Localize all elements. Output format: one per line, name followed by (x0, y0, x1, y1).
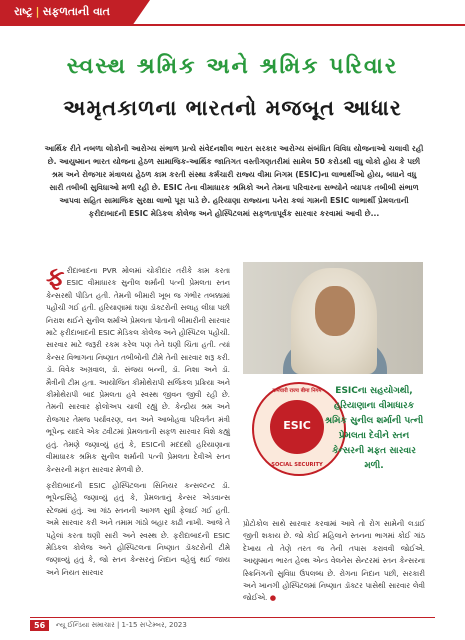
esic-logo-text: ESIC (283, 419, 311, 432)
esic-logo-ring-bottom: SOCIAL SECURITY (271, 462, 323, 468)
separator: | (35, 5, 40, 18)
publication-info: ન્યૂ ઈન્ડિયા સમાચાર | 1-15 સપ્ટેમ્બર, 2023 (56, 621, 187, 629)
end-mark: ● (269, 593, 277, 603)
section-label (14, 5, 110, 19)
header-divider (0, 24, 465, 26)
subsection-name: સફળતાની વાત (42, 5, 110, 18)
drop-cap: ફ (46, 262, 65, 292)
beneficiary-photo (243, 262, 423, 374)
esic-logo-ring-top: कर्मचारी राज्य बीमा निगम (272, 388, 322, 394)
headline-secondary: અમૃતકાળના ભારતનો મજબૂત આધાર (63, 96, 402, 120)
intro-paragraph: આર્થિક રીતે નબળા લોકોની આરોગ્ય સંભાળ પ્રત્યે સંવેદનશીલ ભારત સરકાર આરોગ્ય સંબંધિત વિવિધ યોજનાઓ ચલાવી રહી છે. આયુષ્માન ભારત યોજના હેઠળ સામાજિક-આર્થિક જાતિગત વસ્તીગણતરીમાં સામેલ 50 કરોડથી વધુ લોકો હોય કે પછી શ્રમ અને રોજગાર મંત્રાલય હેઠળ કામ કરતી સંસ્થા કર્મચારી રાજ્ય વીમા નિગમ (ESIC)ના લાભાર્થીઓ હોય, બધાને વધુ સારી તબીબી સુવિધાઓ મળી રહી છે. ESIC તેના વીમાધારક શ્રમિકો અને તેમના પરિવારના સભ્યોને વ્યાપક તબીબી સંભાળ આપવા સહિત સામાજિક સુરક્ષા લાભો પૂરા પાડે છે. હરિયાણા રાજ્યના પનેરા કલાં ગામની ESIC લાભાર્થી પ્રેમલતાની ફરીદાબાદની ESIC મેડિકલ કોલેજ અને હોસ્પિટલમાં સફળતાપૂર્વક સારવાર કરવામાં આવી છે... (44, 144, 424, 218)
headline-primary: સ્વસ્થ શ્રમિક અને શ્રમિક પરિવાર (66, 54, 399, 79)
photo-caption: ESICના સહયોગથી, હરિયાણાના વીમાધારક શ્રમિક સુનીલ શર્માની પત્ની પ્રેમલતા દેવીને સ્તન કેન્સરની મફત સારવાર મળી. (324, 386, 424, 471)
section-header (0, 0, 465, 26)
right-column-text: પ્રોટોકોલ સાથે સારવાર કરવામાં આવે તો રોગ સામેની લડાઈ જીતી શકાય છે. જો કોઈ મહિલાને સ્તનના ભાગમાં કોઈ ગાંઠ દેખાય તો તેણે તરત જ તેની તપાસ કરાવવી જોઈએ. આયુષ્માન ભારત હેલ્થ એન્ડ વેલનેસ સેન્ટરમાં સ્તન કેન્સરના સ્ક્રિનિંગની સુવિધા ઉપલબ્ધ છે. રોગના નિદાન પછી, સરકારી અને ખાનગી હોસ્પિટલમાં નિષ્ણાત ડૉક્ટર પાસેથી સારવાર લેવી જોઈએ. (243, 519, 425, 603)
article-left-column (46, 262, 230, 583)
page-number: 56 (30, 620, 49, 631)
section-name: રાષ્ટ્ર (14, 5, 33, 18)
article-right-column (243, 518, 425, 605)
footer-divider (30, 617, 435, 618)
paragraph-2: ફરીદાબાદની ESIC હોસ્પિટલના સિનિયર કન્સલ્ટન્ટ ડૉ. ભૂપેન્દ્રસિંહે જણાવ્યું હતું કે, પ્રેમલતાનું કેન્સર એડવાન્સ સ્ટેજમાં હતું. આ ગાંઠ સ્તનની આગળ સુધી ફેલાઈ ગઈ હતી. અમે સારવાર કરી અને તમામ ગાંઠો બહાર કાઢી નાખી. આજે તે પહેલાં કરતા ઘણી સારી અને સ્વસ્થ છે. ફરીદાબાદની ESIC મેડિકલ કોલેજ અને હોસ્પિટલના નિષ્ણાત ડૉક્ટરોની ટીમે જણાવ્યું હતું કે, જો સ્તન કેન્સરનું નિદાન વહેલું થઈ જાય અને નિયત સારવાર (46, 480, 230, 577)
paragraph-1-text: રીદાબાદના PVR મોલમાં ચોકીદાર તરીકે કામ કરતા ESIC વીમાધારક સુનીલ શર્માની પત્ની પ્રેમલતા સ્તન કેન્સરથી પીડિત હતી. તેમની બીમારી ખૂબ જ ગંભીર તબક્કામાં પહોંચી ગઈ હતી. હરિયાણામાં ઘણા ડૉક્ટરોની સલાહ લીધા પછી નિરાશ થઈને સુનીલ શર્માએ પ્રેમલતા પોતાની બીમારીની સારવાર માટે ફરીદાબાદની ESIC મેડિકલ કોલેજ અને હોસ્પિટલ પહોંચી. સારવાર માટે જરૂરી રકમ કરેલ પણ તેને ઘણી ચિંતા હતી. ત્યાં કેન્સર વિભાગના નિષ્ણાત તબીબોની ટીમે તેની સારવાર શરૂ કરી. ડૉ. વિવેક અગ્રવાલ, ડૉ. સંજય બન્ની, ડૉ. નિશા અને ડૉ. મૈત્રીની ટીમ હતા. આયોજિત કીમોથેરાપી સર્જિકલ પ્રક્રિયા અને કીમોથેરાપી બાદ પ્રેમલતા હવે સ્વસ્થ જીવન જીવી રહી છે. તેમની સારવાર ફોલોઅપ ચાલી રહ્યું છે. કેન્દ્રીય શ્રમ અને રોજગાર તેમજ પર્યાવરણ, વન અને આબોહવા પરિવર્તન મંત્રી ભૂપેન્દ્ર યાદવે એક ટ્વીટમાં પ્રેમલતાની સફળ સારવાર વિશે કહ્યું હતું. તેમણે જણાવ્યું હતું કે, ESICની મદદથી હરિયાણાના વીમાધારક શ્રમિક સુનીલ શર્માની પત્ની પ્રેમલતા દેવીએ સ્તન કેન્સરની મફત સારવાર મેળવી છે. (46, 266, 230, 474)
paragraph-1 (46, 262, 230, 476)
